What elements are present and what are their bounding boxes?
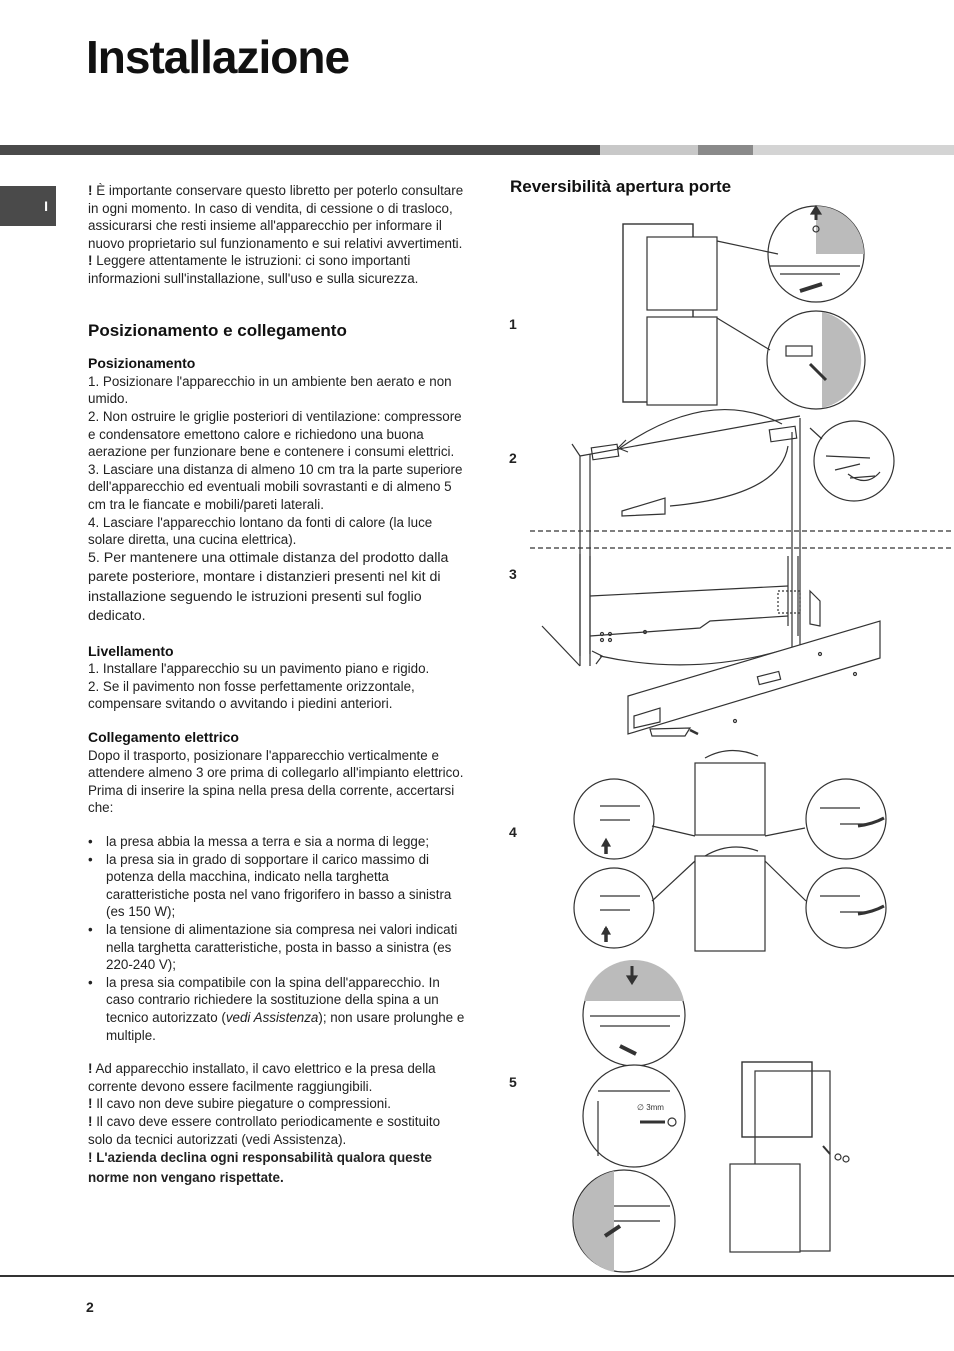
pos-item-2: 2. Non ostruire le griglie posteriori di ventilazione: compressore e condensatore emettono calore e richiedono una buona aerazione per funzionare bene e contenere i consumi elettrici. <box>88 408 462 460</box>
step-5-diagram <box>573 960 849 1272</box>
step-4-diagram <box>574 750 886 951</box>
step-number-3: 3 <box>509 566 517 582</box>
subheading-collegamento: Collegamento elettrico <box>88 729 239 746</box>
step-2-3-diagram <box>530 410 954 736</box>
step-number-1: 1 <box>509 316 517 332</box>
pos-item-3: 3. Lasciare una distanza di almeno 10 cm tra la parte superiore dell'apparecchio ed eventuali mobili sovrastanti e di almeno 5 cm tra le fiancate e mobili/pareti laterali. <box>88 461 463 512</box>
list-item: • la tensione di alimentazione sia compresa nei valori indicati nella targhetta caratteristiche, posta in basso a sinistra (es 220-240 V); <box>88 921 468 974</box>
pos-item-4: 4. Lasciare l'apparecchio lontano da fonti di calore (la luce solare diretta, una cucina elettrica). <box>88 514 433 548</box>
section-heading-reversibility: Reversibilità apertura porte <box>510 177 732 196</box>
page-number: 2 <box>86 1299 94 1315</box>
warning-1: ! Ad apparecchio installato, il cavo elettrico e la presa della corrente devono essere facilmente raggiungibili. <box>88 1061 436 1094</box>
drill-size-label: ∅ 3mm <box>637 1103 664 1112</box>
warning-3: ! Il cavo deve essere controllato periodicamente e sostituito solo da tecnici autorizzati (vedi Assistenza). <box>88 1113 441 1147</box>
left-column <box>88 182 468 1188</box>
electric-intro: Dopo il trasporto, posizionare l'apparecchio verticalmente e attendere almeno 3 ore prima di collegarlo all'impianto elettrico. Prima di inserire la spina nella presa della corrente, accertarsi che: <box>88 747 464 816</box>
warning-mark: ! <box>88 253 93 269</box>
pos-item-5: 5. Per mantenere una ottimale distanza del prodotto dalla parete posteriore, montare i distanzieri presenti nel kit di installazione seguendo le istruzioni presenti sul foglio dedicato. <box>88 549 449 625</box>
header-bar-light <box>600 145 698 155</box>
step-number-4: 4 <box>509 824 517 840</box>
language-tab: I <box>0 186 56 226</box>
warning-mark: ! <box>88 183 93 198</box>
header-bar-light-2 <box>753 145 954 155</box>
lev-item-1: 1. Installare l'apparecchio su un pavimento piano e rigido. <box>88 661 430 677</box>
intro-paragraph-2: ! Leggere attentamente le istruzioni: ci sono importanti informazioni sull'installazione, sull'uso e sulla sicurezza. <box>88 253 419 286</box>
list-item: • la presa sia in grado di sopportare il carico massimo di potenza della macchina, indicato nella targhetta caratteristiche posta nel vano frigorifero in basso a sinistra (es 150 W); <box>88 851 468 921</box>
header-bar-mid <box>698 145 753 155</box>
subheading-posizionamento: Posizionamento <box>88 355 196 372</box>
header-bar-dark <box>0 145 600 155</box>
subheading-livellamento: Livellamento <box>88 642 174 659</box>
list-item: • la presa abbia la messa a terra e sia a norma di legge; <box>88 833 468 851</box>
step-number-5: 5 <box>509 1074 517 1090</box>
door-reversal-illustration <box>530 196 954 1276</box>
electric-checklist <box>88 833 468 1044</box>
list-item: • la presa sia compatibile con la spina dell'apparecchio. In caso contrario richiedere la sostituzione della spina a un tecnico autorizzato (vedi Assistenza); non usare prolunghe e multiple. <box>88 974 468 1044</box>
footer-rule <box>0 1275 954 1277</box>
page-title: Installazione <box>86 31 350 83</box>
pos-item-1: 1. Posizionare l'apparecchio in un ambiente ben aerato e non umido. <box>88 373 452 407</box>
step-number-2: 2 <box>509 450 517 466</box>
warning-2: ! Il cavo non deve subire piegature o compressioni. <box>88 1096 391 1112</box>
warning-final: ! L'azienda declina ogni responsabilità qualora queste norme non vengano rispettate. <box>88 1150 432 1186</box>
lev-item-2: 2. Se il pavimento non fosse perfettamente orizzontale, compensare svitando o avvitando i piedini anteriori. <box>88 678 415 712</box>
step-1-diagram <box>623 206 865 409</box>
intro-paragraph-1: ! È importante conservare questo libretto per poterlo consultare in ogni momento. In caso di vendita, di cessione o di trasloco, assicurarsi che resti insieme all'apparecchio per informare il nuovo proprietario sul funzionamento e sui relativi avvertimenti. <box>88 183 464 251</box>
section-heading-positioning: Posizionamento e collegamento <box>88 320 347 340</box>
